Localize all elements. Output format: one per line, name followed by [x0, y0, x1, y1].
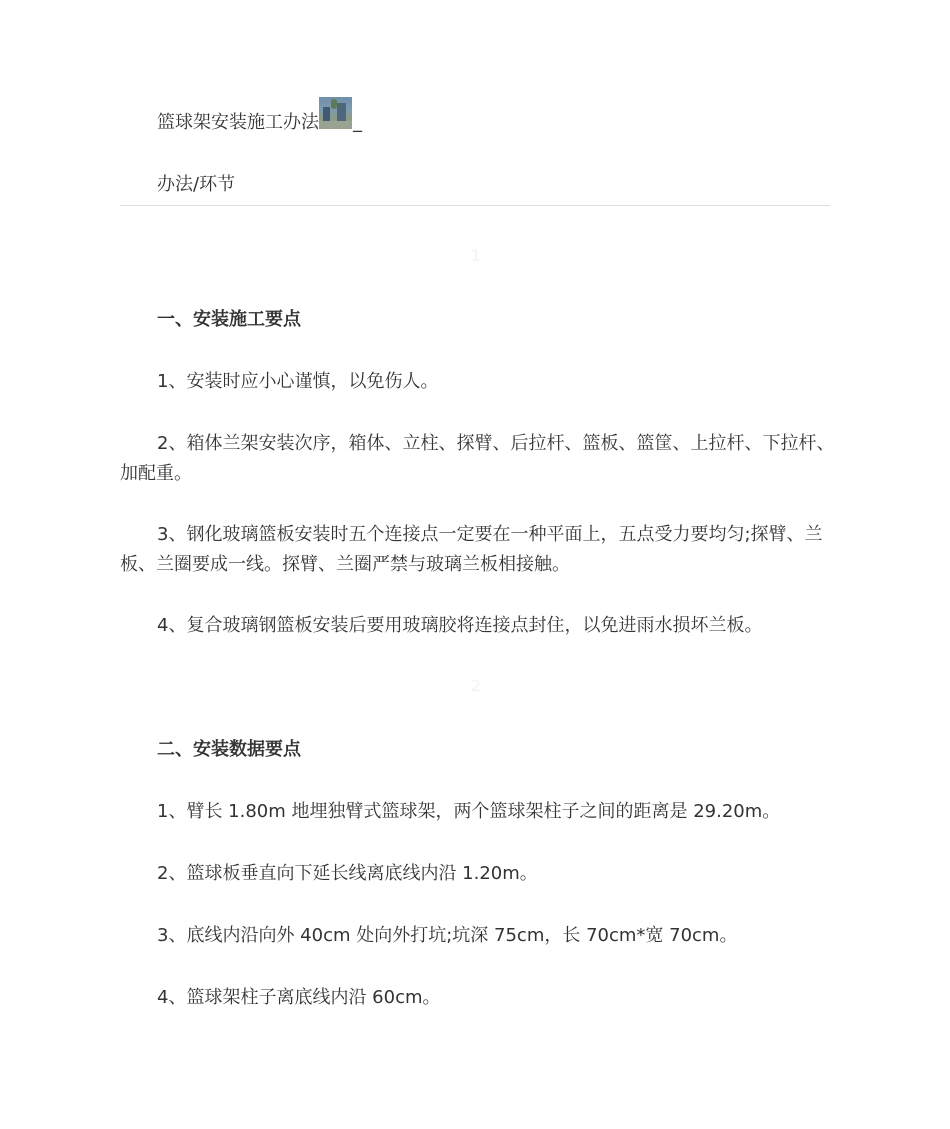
document-subtitle: 办法/环节 — [157, 174, 236, 195]
document-title-row — [157, 96, 362, 136]
title-suffix: _ — [353, 112, 362, 133]
section-heading-2: 二、安装数据要点 — [157, 739, 301, 760]
document-title: 篮球架安装施工办法 — [157, 112, 319, 133]
paragraph: 1、臂长 1.80m 地埋独臂式篮球架，两个篮球架柱子之间的距离是 29.20m。 — [157, 801, 781, 822]
section-heading-1: 一、安装施工要点 — [157, 309, 301, 330]
paragraph: 2、箱体兰架安装次序，箱体、立柱、探臂、后拉杆、篮板、篮筐、上拉杆、下拉杆、加配重。 — [120, 433, 835, 484]
paragraph: 4、篮球架柱子离底线内沿 60cm。 — [157, 987, 441, 1008]
paragraph: 2、篮球板垂直向下延长线离底线内沿 1.20m。 — [157, 863, 538, 884]
divider — [120, 205, 830, 206]
paragraph: 1、安装时应小心谨慎，以免伤人。 — [157, 371, 439, 392]
step-marker-2: 2 — [470, 676, 482, 695]
paragraph: 3、钢化玻璃篮板安装时五个连接点一定要在一种平面上，五点受力要均匀;探臂、兰板、兰圈要成一线。探臂、兰圈严禁与玻璃兰板相接触。 — [120, 524, 823, 575]
paragraph: 3、底线内沿向外 40cm 处向外打坑;坑深 75cm，长 70cm*宽 70cm。 — [157, 925, 738, 946]
basketball-hoop-thumbnail-image[interactable] — [319, 97, 352, 129]
step-marker-1: 1 — [470, 246, 482, 265]
paragraph: 4、复合玻璃钢篮板安装后要用玻璃胶将连接点封住，以免进雨水损坏兰板。 — [157, 615, 763, 636]
